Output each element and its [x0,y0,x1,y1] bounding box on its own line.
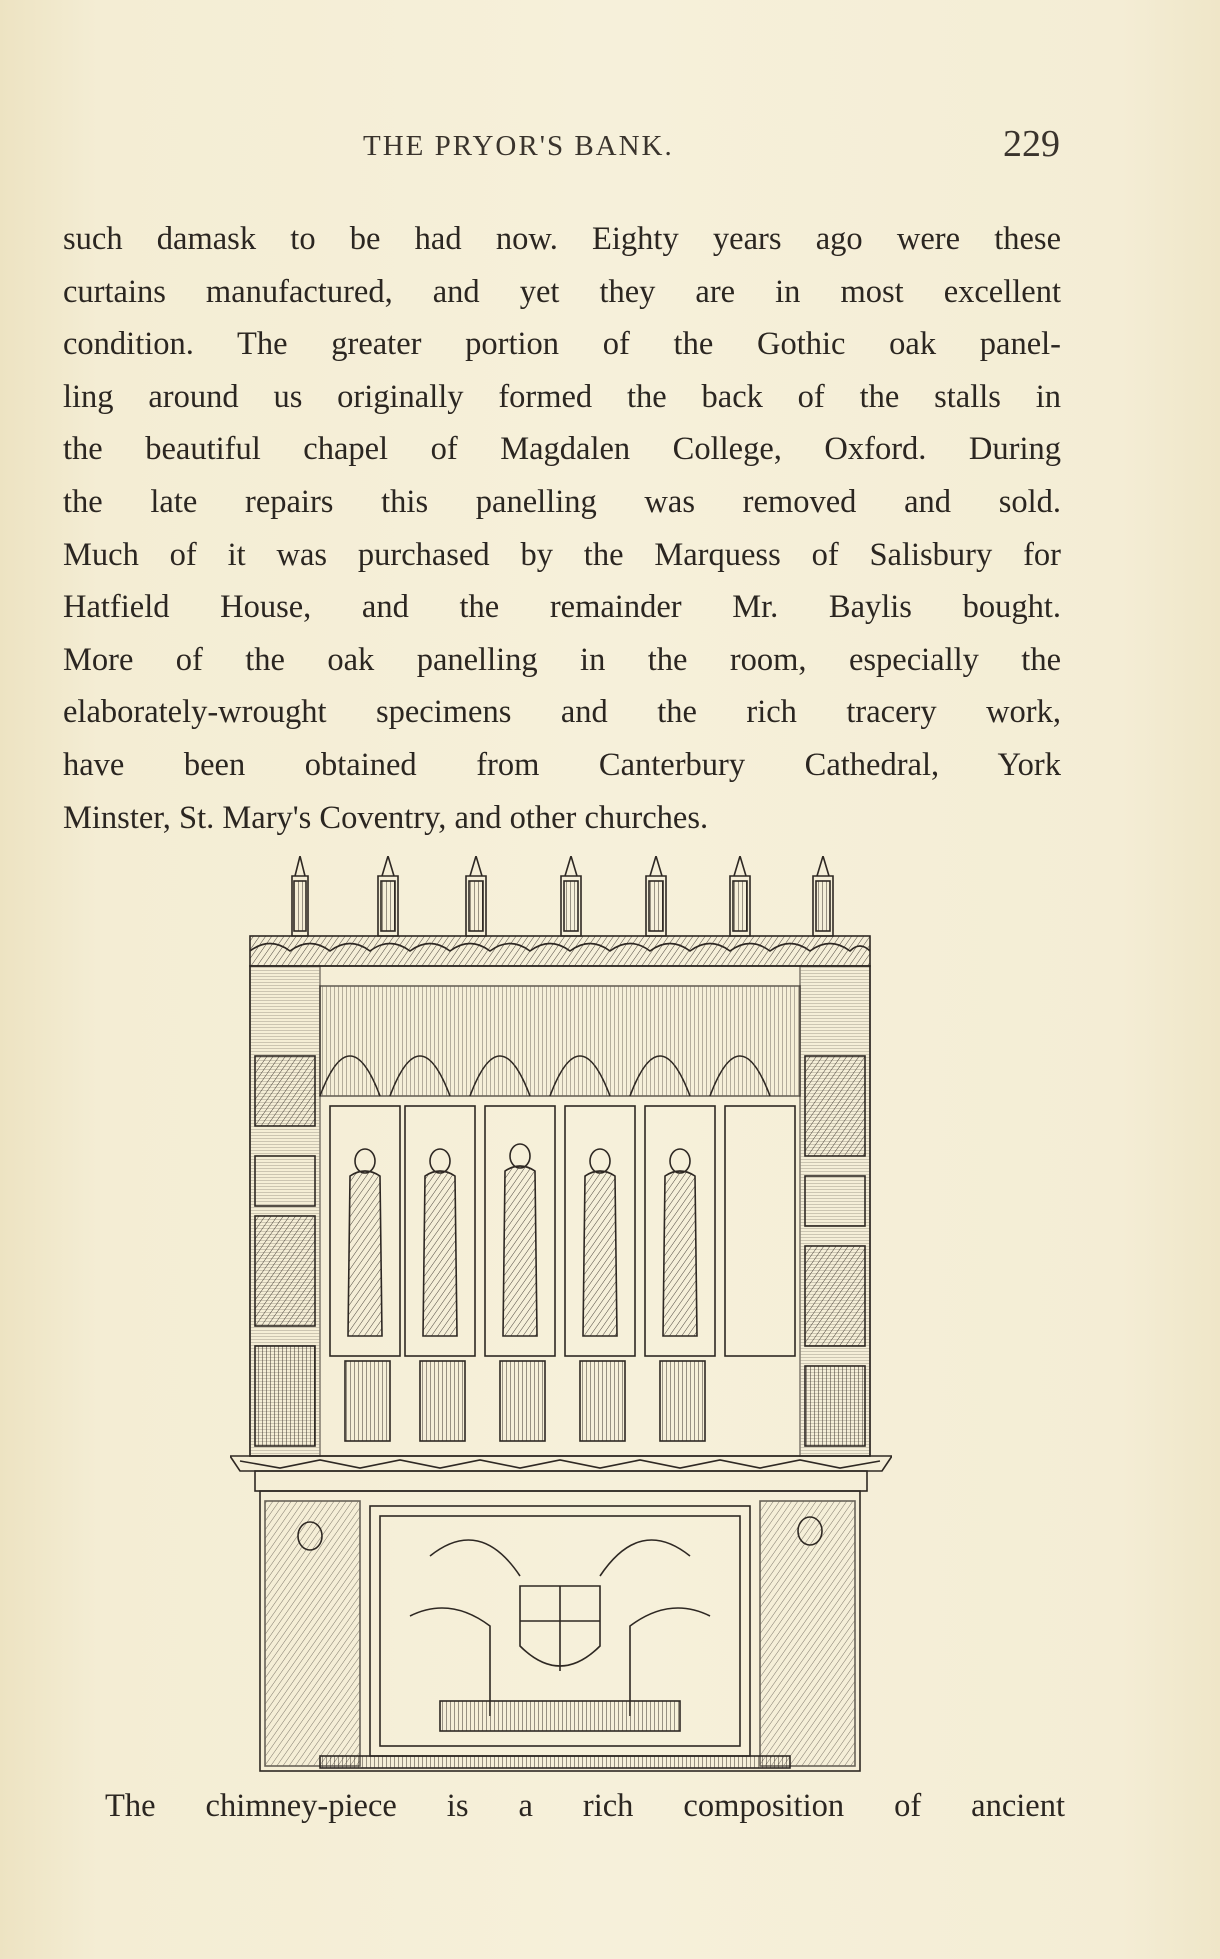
caption-text: The chimney-piece is a rich composition of ancient [105,1788,1065,1824]
running-title: THE PRYOR'S BANK. [363,130,674,162]
text-line: Hatfield House, and the remainder Mr. Baylis bought. [63,589,1061,626]
page-number: 229 [1003,123,1060,165]
text-line: Much of it was purchased by the Marquess of Salisbury for [63,536,1061,573]
pinnacles [292,856,833,936]
text-line: such damask to be had now. Eighty years ago were these [63,221,1061,257]
text-line: condition. The greater portion of the Gothic oak panel- [63,326,1061,363]
text-line: the late repairs this panelling was removed and sold. [63,483,1061,520]
niche-figures [330,1106,795,1356]
text-line: curtains manufactured, and yet they are in most excellent [63,273,1061,310]
page-header [0,122,1220,172]
text-line: More of the oak panelling in the room, especially the [63,641,1061,678]
text-line: have been obtained from Canterbury Cathedral, York [63,746,1061,783]
body-paragraph [63,213,1061,844]
text-line: elaborately-wrought specimens and the rich tracery work, [63,694,1061,731]
text-line: the beautiful chapel of Magdalen College, Oxford. During [63,431,1061,468]
text-line: Minster, St. Mary's Coventry, and other churches. [63,799,709,836]
chimney-piece-engraving [230,856,892,1776]
text-line: ling around us originally formed the back of the stalls in [63,378,1061,415]
